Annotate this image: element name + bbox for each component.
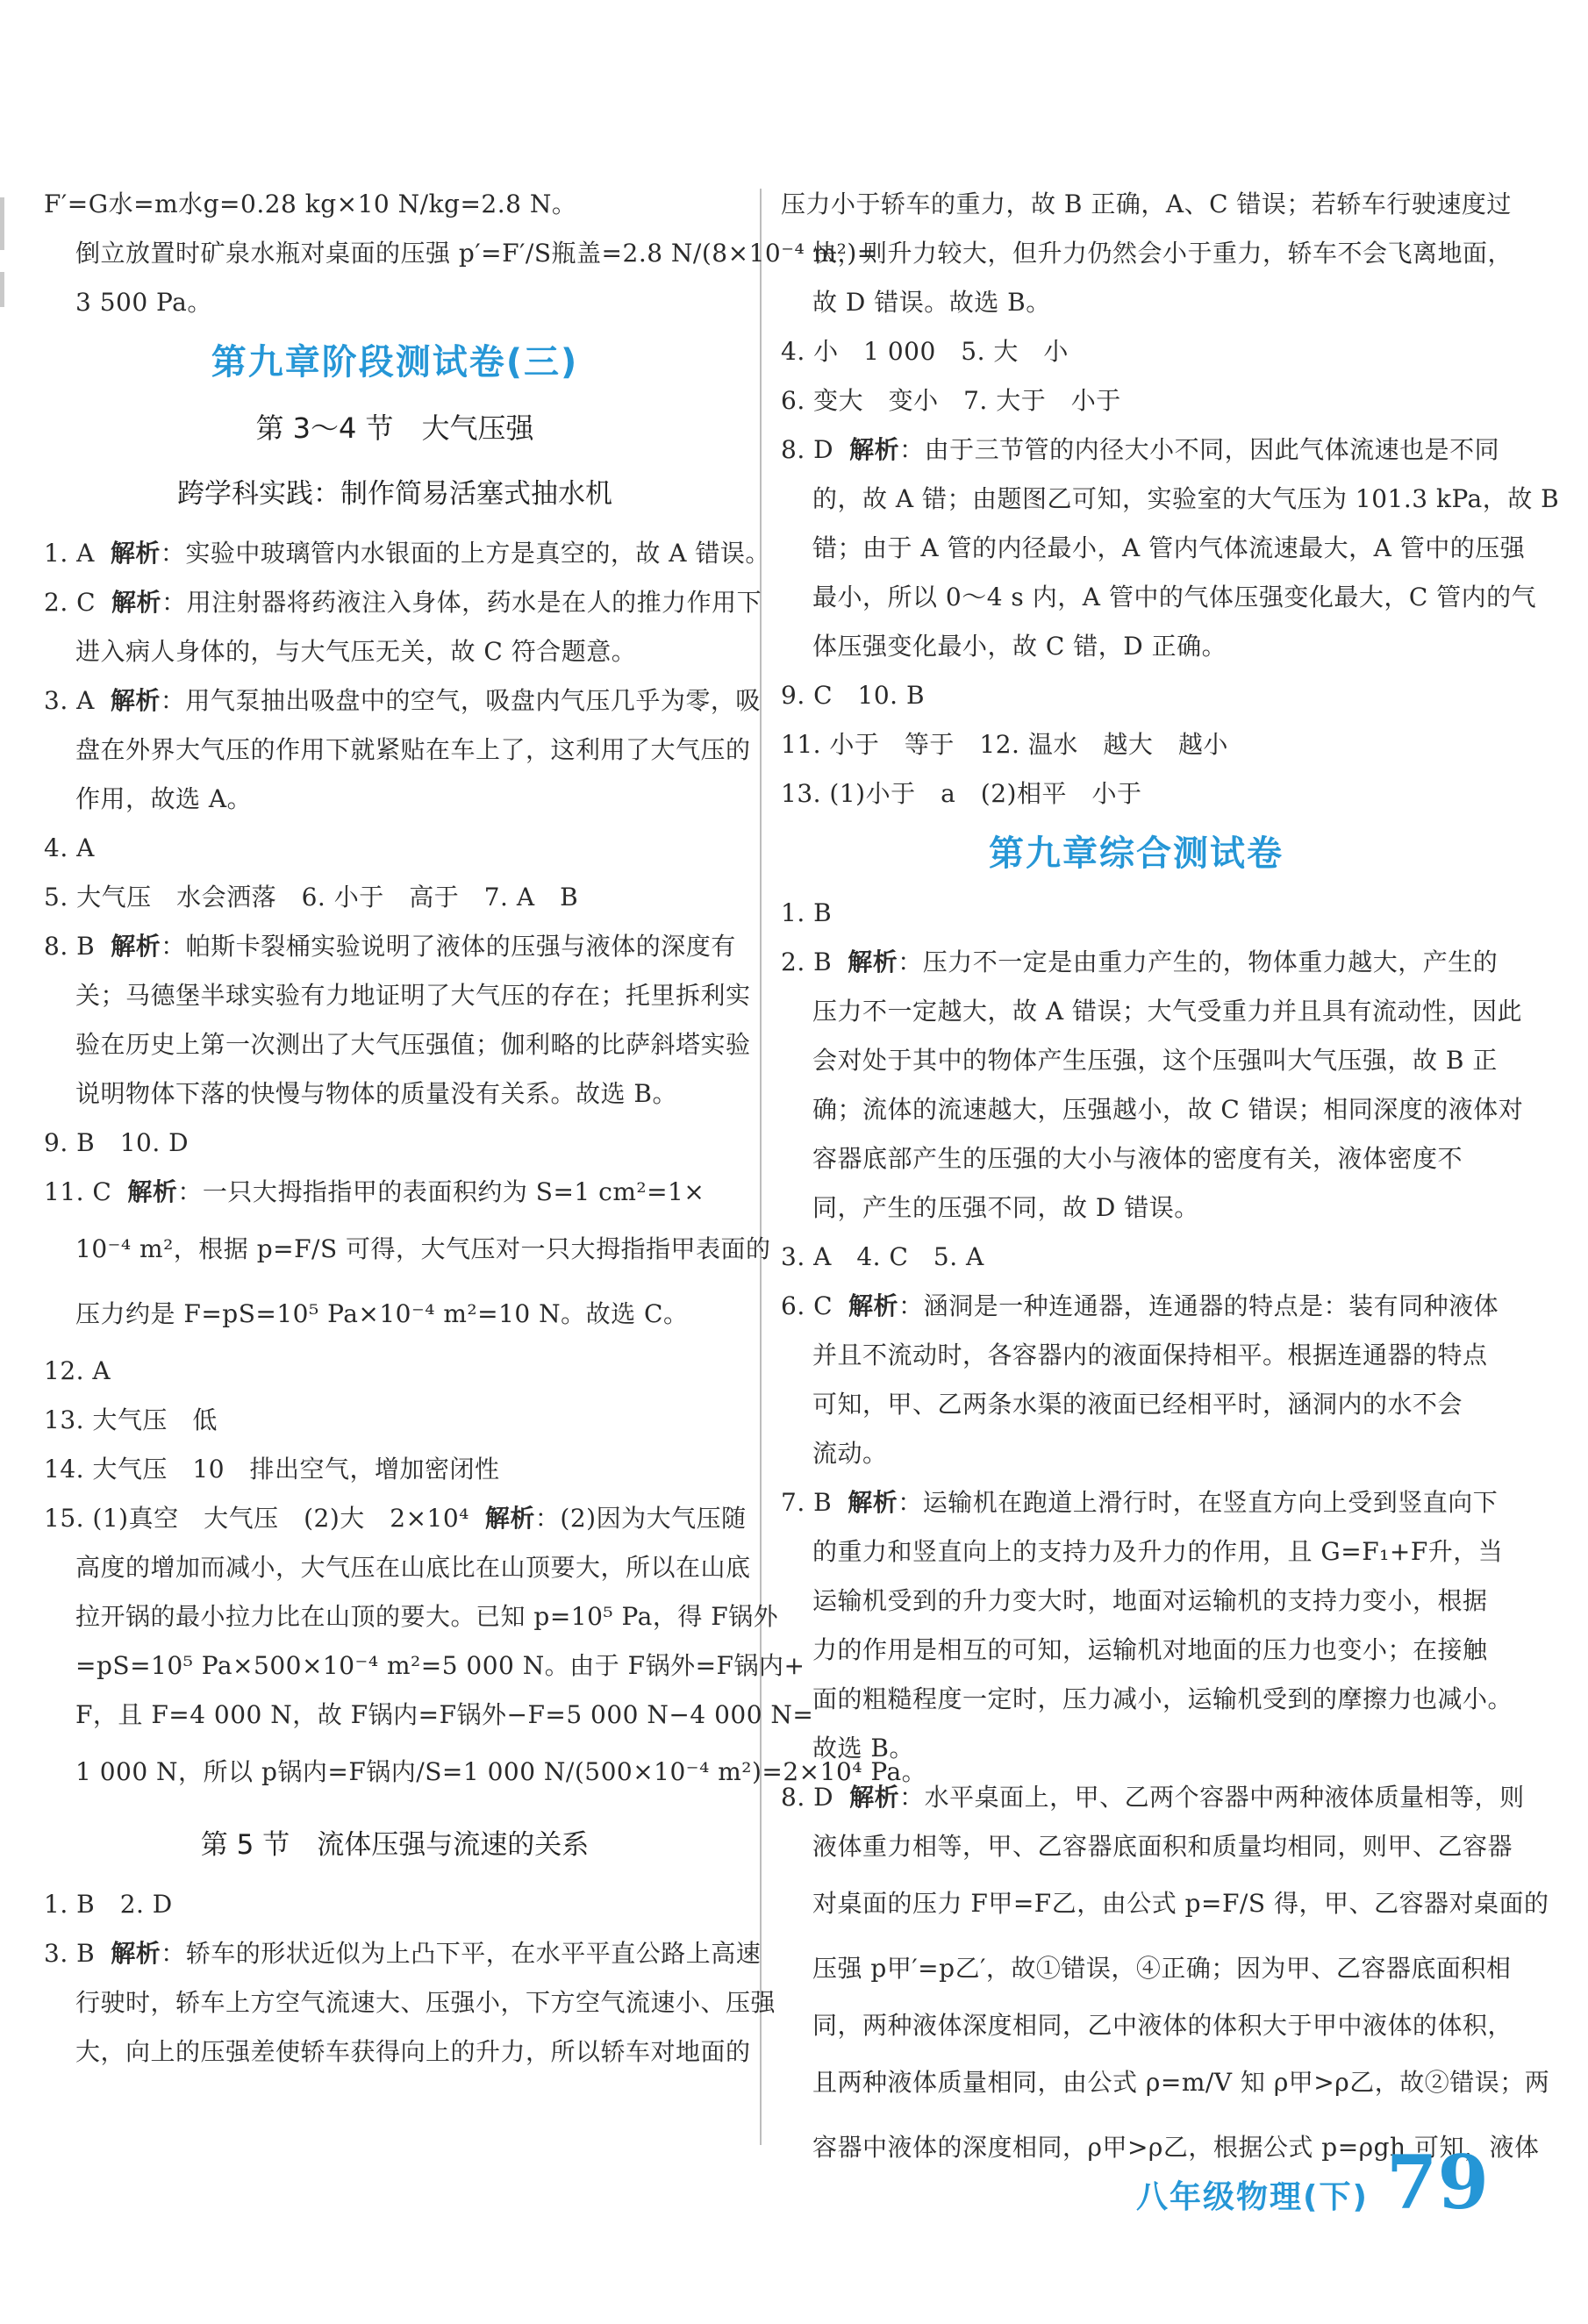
- text-line: 3 500 Pa。: [75, 288, 212, 317]
- answer-continuation: 的重力和竖直向上的支持力及升力的作用，且 G=F₁+F升，当: [812, 1537, 1504, 1566]
- analysis-label: 解析: [110, 539, 161, 568]
- answer-number: 2. C: [44, 588, 97, 617]
- answer-item: [44, 1396, 746, 1445]
- left-top-lines: [44, 180, 878, 327]
- text-line: 快，则升力较大，但升力仍然会小于重力，轿车不会飞离地面，: [812, 239, 1513, 268]
- answer-number: 15. (1)真空 大气压 (2)大 2×10⁴: [44, 1504, 469, 1533]
- text-line: 故 D 错误。故选 B。: [812, 288, 1051, 317]
- answer-item: [44, 1880, 746, 1929]
- answer-continuation: 的，故 A 错；由题图乙可知，实验室的大气压为 101.3 kPa，故 B: [812, 484, 1560, 513]
- answer-continuation: 关；马德堡半球实验有力地证明了大气压的存在；托里拆利实: [75, 981, 751, 1010]
- answer-continuation: 确；流体的流速越大，压强越小，故 C 错误；相同深度的液体对: [812, 1095, 1524, 1124]
- edge-mark: [0, 197, 4, 250]
- answer-continuation: 验在历史上第一次测出了大气压强值；伽利略的比萨斜塔实验: [75, 1030, 751, 1059]
- analysis-label: 解析: [848, 947, 898, 976]
- answer-number: 2. B: [781, 947, 833, 976]
- answer-number: 1. B 2. D: [44, 1890, 173, 1919]
- section-title: 第 5 节 流体压强与流速的关系: [200, 1829, 590, 1861]
- answer-continuation: 压力不一定越大，故 A 错误；大气受重力并且具有流动性，因此: [812, 997, 1523, 1026]
- answer-continuation: 同，两种液体深度相同，乙中液体的体积大于甲中液体的体积，: [812, 2011, 1513, 2040]
- answer-text: ：运输机在跑道上滑行时，在竖直方向上受到竖直向下: [898, 1488, 1499, 1517]
- answer-number: 1. B: [781, 898, 833, 927]
- sub-title: 跨学科实践：制作简易活塞式抽水机: [177, 478, 612, 510]
- answer-text: ：水平桌面上，甲、乙两个容器中两种液体质量相等，则: [899, 1783, 1525, 1812]
- answer-number: 7. B: [781, 1488, 833, 1517]
- answer-number: 11. C: [44, 1177, 112, 1206]
- answer-text: ：轿车的形状近似为上凸下平，在水平平直公路上高速: [161, 1939, 762, 1968]
- answer-continuation: 10⁻⁴ m²，根据 p=F/S 可得，大气压对一只大拇指指甲表面的: [75, 1234, 771, 1263]
- edge-mark: [0, 272, 4, 307]
- answer-continuation: 最小，所以 0～4 s 内，A 管中的气体压强变化最大，C 管内的气: [812, 583, 1537, 611]
- answer-item: [781, 1282, 1499, 1331]
- answer-item: [781, 1233, 1491, 1282]
- answer-item: [781, 1773, 1525, 1822]
- answer-text: ：帕斯卡裂桶实验说明了液体的压强与液体的深度有: [161, 932, 736, 961]
- page-number: 79: [1386, 2139, 1489, 2226]
- answer-continuation: 液体重力相等，甲、乙容器底面积和质量均相同，则甲、乙容器: [812, 1832, 1513, 1861]
- answer-continuation: 拉开锅的最小拉力比在山顶的要大。已知 p=10⁵ Pa，得 F锅外: [75, 1602, 779, 1631]
- answer-continuation: 高度的增加而减小，大气压在山底比在山顶要大，所以在山底: [75, 1553, 751, 1582]
- answer-number: 13. 大气压 低: [44, 1405, 218, 1434]
- answer-item: [781, 327, 1491, 376]
- answer-text: ：用注射器将药液注入身体，药水是在人的推力作用下: [161, 588, 762, 617]
- answer-item: [781, 769, 1491, 819]
- chapter-title: 第九章阶段测试卷(三): [211, 342, 579, 383]
- answer-item: [781, 720, 1491, 769]
- answer-number: 6. 变大 变小 7. 大于 小于: [781, 386, 1121, 415]
- answer-continuation: 可知，甲、乙两条水渠的液面已经相平时，涵洞内的水不会: [812, 1390, 1463, 1419]
- analysis-label: 解析: [849, 435, 900, 464]
- answer-number: 13. (1)小于 a (2)相平 小于: [781, 779, 1142, 808]
- analysis-label: 解析: [111, 588, 162, 617]
- answer-item: [781, 425, 1500, 475]
- answer-continuation: 大，向上的压强差使轿车获得向上的升力，所以轿车对地面的: [75, 2037, 751, 2066]
- answer-continuation: 流动。: [812, 1439, 888, 1468]
- answer-continuation: 会对处于其中的物体产生压强，这个压强叫大气压强，故 B 正: [812, 1046, 1498, 1075]
- answer-continuation: 且两种液体质量相同，由公式 ρ=m/V 知 ρ甲>ρ乙，故②错误；两: [812, 2068, 1550, 2097]
- answer-number: 9. B 10. D: [44, 1128, 190, 1157]
- analysis-label: 解析: [127, 1177, 178, 1206]
- analysis-label: 解析: [484, 1504, 535, 1533]
- answer-number: 8. D: [781, 435, 834, 464]
- answer-number: 3. B: [44, 1939, 96, 1968]
- answer-number: 4. A: [44, 833, 95, 862]
- answer-number: 6. C: [781, 1291, 833, 1320]
- answer-list: [44, 1880, 776, 2077]
- analysis-label: 解析: [848, 1291, 899, 1320]
- column-divider: [760, 189, 762, 2145]
- answer-number: 1. A: [44, 539, 95, 568]
- answer-continuation: 说明物体下落的快慢与物体的质量没有关系。故选 B。: [75, 1079, 677, 1108]
- analysis-label: 解析: [111, 932, 161, 961]
- answer-number: 11. 小于 等于 12. 温水 越大 越小: [781, 730, 1228, 759]
- answer-item: [781, 671, 1491, 720]
- answer-item: [44, 1929, 762, 1978]
- analysis-label: 解析: [848, 1488, 898, 1517]
- analysis-label: 解析: [111, 1939, 161, 1968]
- answer-continuation: 行驶时，轿车上方空气流速大、压强小，下方空气流速小、压强: [75, 1988, 776, 2017]
- answer-item: [781, 938, 1499, 987]
- answer-text: ：一只大拇指指甲的表面积约为 S=1 cm²=1×: [177, 1177, 705, 1206]
- answer-item: [44, 1347, 746, 1396]
- footer-label: 八年级物理(下): [1136, 2179, 1369, 2215]
- answer-continuation: 并且不流动时，各容器内的液面保持相平。根据连通器的特点: [812, 1341, 1488, 1369]
- answer-number: 8. B: [44, 932, 96, 961]
- answer-continuation: F，且 F=4 000 N，故 F锅内=F锅外−F=5 000 N−4 000 N=: [75, 1700, 814, 1729]
- answer-text: ：涵洞是一种连通器，连通器的特点是：装有同种液体: [898, 1291, 1499, 1320]
- answer-item: [44, 1445, 746, 1494]
- answer-number: 8. D: [781, 1783, 834, 1812]
- text-line: 压力小于轿车的重力，故 B 正确，A、C 错误；若轿车行驶速度过: [781, 189, 1512, 218]
- answer-continuation: 错；由于 A 管的内径最小，A 管内气体流速最大，A 管中的压强: [812, 533, 1526, 562]
- answer-number: 3. A 4. C 5. A: [781, 1242, 984, 1271]
- answer-list: [781, 889, 1550, 2180]
- answer-item: [44, 676, 761, 726]
- answer-number: 4. 小 1 000 5. 大 小: [781, 337, 1069, 366]
- answer-text: ：用气泵抽出吸盘中的空气，吸盘内气压几乎为零，吸: [160, 686, 761, 715]
- answer-continuation: 容器底部产生的压强的大小与液体的密度有关，液体密度不: [812, 1144, 1463, 1173]
- answer-continuation: =pS=10⁵ Pa×500×10⁻⁴ m²=5 000 N。由于 F锅外=F锅内+: [75, 1651, 805, 1680]
- answer-continuation: 压强 p甲′=p乙′，故①错误，④正确；因为甲、乙容器底面积相: [812, 1954, 1512, 1983]
- answer-number: 5. 大气压 水会洒落 6. 小于 高于 7. A B: [44, 883, 579, 912]
- answer-item: [781, 889, 1491, 938]
- answer-text: ：由于三节管的内径大小不同，因此气体流速也是不同: [899, 435, 1500, 464]
- answer-continuation: 容器中液体的深度相同，ρ甲>ρ乙，根据公式 p=ρgh 可知，液体: [812, 2133, 1540, 2162]
- answer-continuation: 同，产生的压强不同，故 D 错误。: [812, 1193, 1199, 1222]
- answer-continuation: 压力约是 F=pS=10⁵ Pa×10⁻⁴ m²=10 N。故选 C。: [75, 1299, 689, 1328]
- answer-number: 12. A: [44, 1356, 111, 1385]
- answer-continuation: 体压强变化最小，故 C 错，D 正确。: [812, 632, 1227, 661]
- answer-item: [44, 1168, 746, 1217]
- answer-item: [44, 1494, 746, 1543]
- analysis-label: 解析: [110, 686, 161, 715]
- answer-text: ：实验中玻璃管内水银面的上方是真空的，故 A 错误。: [160, 539, 770, 568]
- answer-continuation: 1 000 N，所以 p锅内=F锅内/S=1 000 N/(500×10⁻⁴ m²)=2×10⁴ Pa。: [75, 1757, 927, 1786]
- answer-continuation: 故选 B。: [812, 1734, 914, 1763]
- answer-item: [44, 578, 762, 627]
- answer-item: [781, 1478, 1499, 1527]
- answer-item: [44, 824, 746, 873]
- answer-number: 9. C 10. B: [781, 681, 926, 710]
- right-column: [781, 180, 1560, 2180]
- analysis-label: 解析: [849, 1783, 900, 1812]
- answer-item: [44, 873, 746, 922]
- answer-item: [44, 922, 746, 971]
- text-line: F′=G水=m水g=0.28 kg×10 N/kg=2.8 N。: [44, 189, 577, 218]
- answer-item: [44, 1119, 746, 1168]
- answer-number: 14. 大气压 10 排出空气，增加密闭性: [44, 1455, 500, 1484]
- answer-continuation: 对桌面的压力 F甲=F乙，由公式 p=F/S 得，甲、乙容器对桌面的: [812, 1889, 1549, 1918]
- answer-text: ：压力不一定是由重力产生的，物体重力越大，产生的: [898, 947, 1499, 976]
- answer-continuation: 面的粗糙程度一定时，压力减小，运输机受到的摩擦力也减小。: [812, 1684, 1513, 1713]
- chapter-title: 第九章综合测试卷: [989, 833, 1284, 874]
- answer-continuation: 作用，故选 A。: [75, 784, 253, 813]
- answer-continuation: 进入病人身体的，与大气压无关，故 C 符合题意。: [75, 637, 637, 666]
- text-line: 倒立放置时矿泉水瓶对桌面的压强 p′=F′/S瓶盖=2.8 N/(8×10⁻⁴ m²)=: [75, 239, 878, 268]
- answer-continuation: 盘在外界大气压的作用下就紧贴在车上了，这利用了大气压的: [75, 735, 751, 764]
- answer-item: [44, 529, 770, 578]
- answer-continuation: 力的作用是相互的可知，运输机对地面的压力也变小；在接触: [812, 1635, 1488, 1664]
- section-title: 第 3～4 节 大气压强: [255, 411, 534, 445]
- answer-list: [781, 327, 1560, 819]
- answer-number: 3. A: [44, 686, 95, 715]
- answer-continuation: 运输机受到的升力变大时，地面对运输机的支持力变小，根据: [812, 1586, 1488, 1615]
- right-top-lines: [781, 180, 1513, 327]
- answer-item: [781, 376, 1491, 425]
- answer-text: ：(2)因为大气压随: [534, 1504, 747, 1533]
